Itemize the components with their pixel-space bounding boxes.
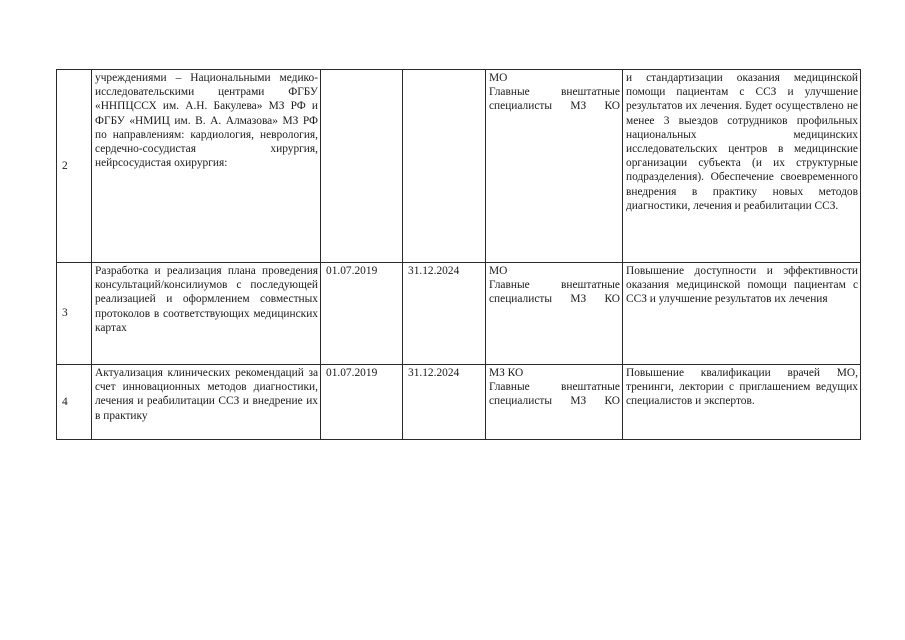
row-number: 4	[57, 365, 92, 440]
table-row	[57, 263, 861, 365]
responsible-cell	[486, 365, 623, 440]
row-number: 3	[57, 263, 92, 365]
responsible-org: МО	[489, 265, 508, 277]
table-row	[57, 70, 861, 263]
start-date: 01.07.2019	[321, 365, 403, 440]
activity-name: Актуализация клинических рекомендаций за счет инновационных методов диагностики, лечения и реабилитации ССЗ и внедрение их в практику	[92, 365, 321, 440]
expected-result: Повышение квалификации врачей МО, тренинги, лектории с приглашением ведущих специалистов и экспертов.	[623, 365, 861, 440]
expected-result: и стандартизации оказания медицинской помощи пациентам с ССЗ и улучшение результатов их лечения. Будет осуществлено не менее 3 выездов сотрудников профильных национальных медицинских исследовательских центров в медицинские организации субъекта (и их структурные подразделения). Обеспечение своевременного внедрения в практику новых методов диагностики, лечения и реабилитации ССЗ.	[623, 70, 861, 263]
responsible-cell	[486, 263, 623, 365]
activity-name: Разработка и реализация плана проведения консультаций/консилиумов с последующей реализацией и оформлением совместных протоколов в соответствующих медицинских картах	[92, 263, 321, 365]
responsible-org: МЗ КО	[489, 367, 524, 379]
end-date: 31.12.2024	[403, 365, 486, 440]
responsible-specialists: Главные внештатные специалисты МЗ КО	[489, 279, 620, 306]
start-date: 01.07.2019	[321, 263, 403, 365]
responsible-cell	[486, 70, 623, 263]
start-date	[321, 70, 403, 263]
end-date: 31.12.2024	[403, 263, 486, 365]
plan-table	[56, 69, 861, 440]
responsible-specialists: Главные внештатные специалисты МЗ КО	[489, 381, 620, 408]
activity-name: учреждениями – Национальными медико-исследовательскими центрами ФГБУ «ННПЦССХ им. А.Н. Бакулева» МЗ РФ и ФГБУ «НМИЦ им. В. А. Алмазова» МЗ РФ по направлениям: кардиология, неврология, сердечно-сосудистая хирургия, нейрсосудистая охирургия:	[92, 70, 321, 263]
responsible-specialists: Главные внештатные специалисты МЗ КО	[489, 86, 620, 113]
expected-result: Повышение доступности и эффективности оказания медицинской помощи пациентам с ССЗ и улучшение результатов их лечения	[623, 263, 861, 365]
table-row	[57, 365, 861, 440]
end-date	[403, 70, 486, 263]
row-number: 2	[57, 70, 92, 263]
responsible-org: МО	[489, 72, 508, 84]
